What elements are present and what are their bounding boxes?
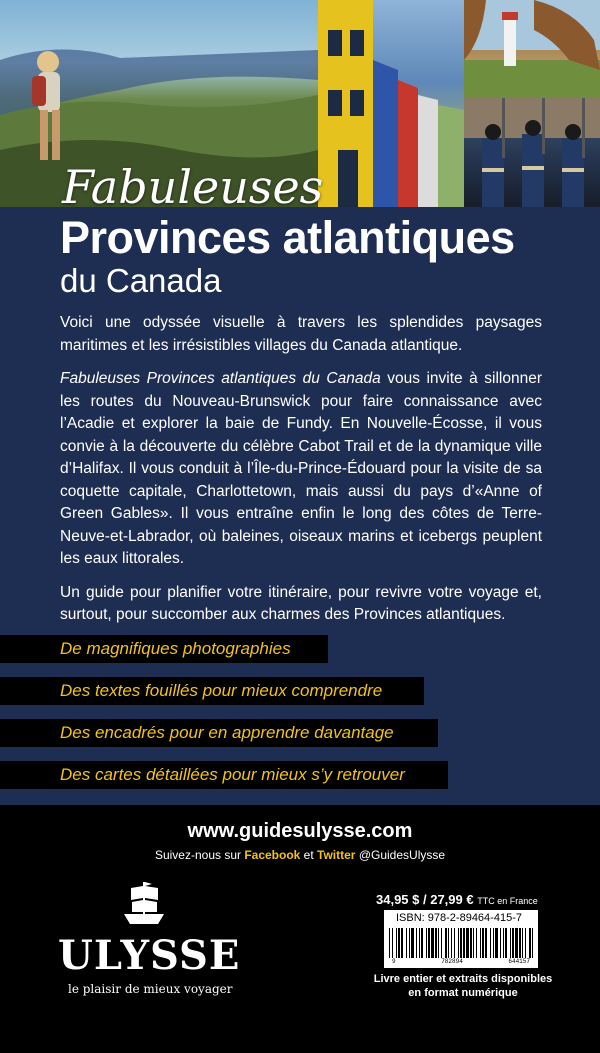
isbn-number: ISBN: 978-2-89464-415-7 [396,912,522,924]
barcode-box [384,910,538,968]
photo-lighthouse-horse [464,0,600,98]
book-title-inline: Fabuleuses Provinces atlantiques du Canada [60,370,381,387]
barcode-digits [392,958,530,965]
ship-logo-icon [118,878,170,930]
twitter-handle: @GuidesUlysse [355,848,446,862]
title-subtitle: du Canada [60,262,222,299]
intro-paragraph: Voici une odyssée visuelle à travers les splendides paysages maritimes et les irrésistibles villages du Canada atlantique. [60,314,542,354]
feature-texts: Des textes fouillés pour mieux comprendre [0,677,424,705]
feature-photographs: De magnifiques photographies [0,635,328,663]
feature-sidebars: Des encadrés pour en apprendre davantage [0,719,438,747]
closing-paragraph: Un guide pour planifier votre itinéraire, pour revivre votre voyage et, surtout, pour succomber aux charmes des Provinces atlantiques. [60,583,542,623]
facebook-link[interactable]: Facebook [244,848,301,862]
barcode-icon [389,928,533,958]
publisher-logo: ULYSSE [58,932,241,979]
description-text: vous invite à sillonner les routes du Nouveau-Brunswick pour faire connaissance avec l’Acadie et explorer la baie de Fundy. En Nouvelle-Écosse, il vous convie à la découverte du célèbre Cabot Trail et de la dynamique ville d’Halifax. Il vous conduit à l’Île-du-Prince-Édouard pour la visite de sa coquette capitale, Charlottetown, mais aussi du pays d’«Anne of Green Gables». Il vous entraîne enfin le long des côtes de Terre-Neuve-et-Labrador, où baleines, oiseaux marins et icebergs peuplent les eaux littorales. [60,370,542,567]
price-note: TTC en France [477,896,538,906]
description-block [60,312,542,638]
follow-and: et [300,848,318,862]
price [376,892,538,907]
feature-maps: Des cartes détaillées pour mieux s’y retrouver [0,761,448,789]
website-link[interactable]: www.guidesulysse.com [187,820,413,842]
social-follow [0,848,600,862]
barcode-digit-group: 9 [392,958,396,965]
photo-soldiers [464,98,600,207]
barcode-digit-group: 782894 [441,958,463,965]
barcode-digit-group: 644157 [508,958,530,965]
price-value: 34,95 $ / 27,99 € [376,892,474,907]
publisher-tagline: le plaisir de mieux voyager [68,982,233,996]
title-script: Fabuleuses [62,160,324,214]
description-paragraph [60,368,542,571]
title-main: Provinces atlantiques [60,212,515,263]
photo-colorful-houses [318,0,464,207]
digital-availability-note: Livre entier et extraits disponibles en format numérique [373,973,553,999]
twitter-link[interactable]: Twitter [317,848,356,862]
follow-prefix: Suivez-nous sur [154,848,245,862]
